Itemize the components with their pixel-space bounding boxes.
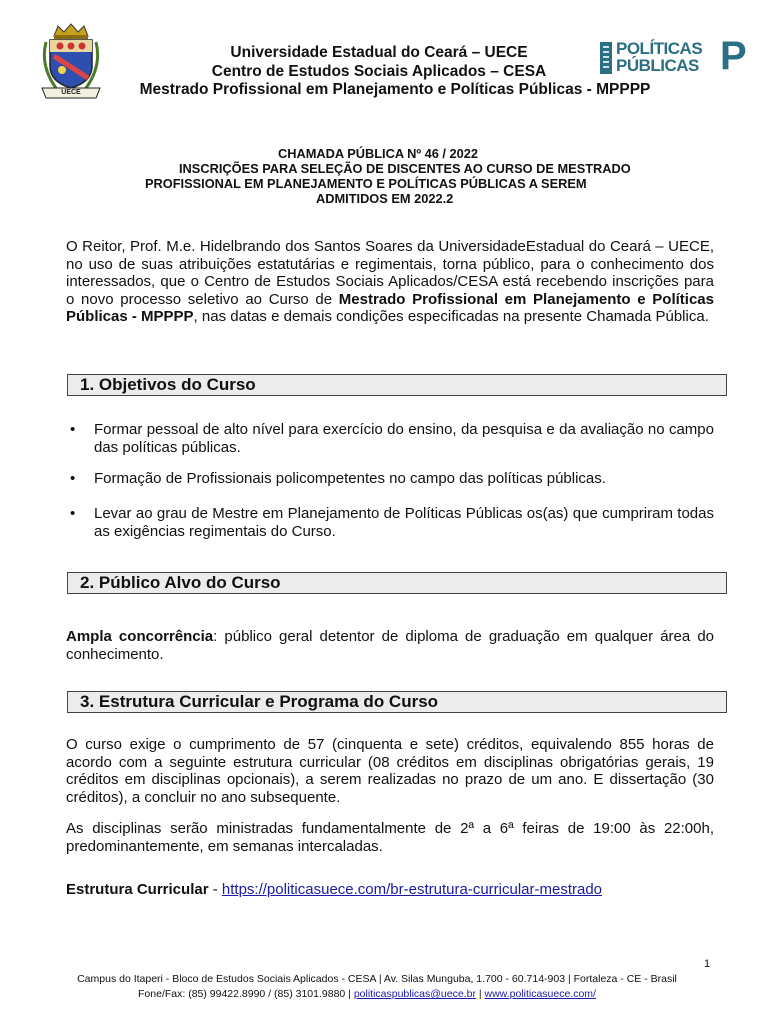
audience-text: : público geral detentor de diploma de graduação em qualquer área do conhecimento. bbox=[66, 628, 715, 663]
audience-label: Ampla concorrência bbox=[66, 628, 214, 645]
bullet-glyph: • bbox=[70, 505, 76, 522]
bullet-glyph: • bbox=[70, 421, 76, 438]
list-item bbox=[66, 470, 714, 488]
section-1-heading: 1. Objetivos do Curso bbox=[67, 374, 727, 396]
logo-letter-p: P bbox=[720, 34, 747, 78]
intro-text-a: O Reitor, Prof. M.e. Hidelbrando dos Santos Soares da UniversidadeEstadual do Ceará – UECE, no uso de suas atribuições estatutárias e regimentais, torna público, para o conhecimento dos interessados, que o Centro de Estudos Sociais Aplicados/CESA está recebendo inscrições para o novo processo seletivo ao Curso de bbox=[66, 238, 714, 308]
page-number: 1 bbox=[704, 958, 711, 970]
header-center-name: Centro de Estudos Sociais Aplicados – CESA bbox=[211, 63, 547, 80]
curriculum-separator: - bbox=[208, 881, 222, 898]
section-2-heading: 2. Público Alvo do Curso bbox=[67, 572, 727, 594]
call-title-line-3: PROFISSIONAL EM PLANEJAMENTO E POLÍTICAS PÚBLICAS A SEREM bbox=[145, 176, 587, 191]
footer-contact bbox=[0, 988, 752, 1001]
section-3-heading: 3. Estrutura Curricular e Programa do Curso bbox=[67, 691, 727, 713]
curriculum-link[interactable]: https://politicasuece.com/br-estrutura-curricular-mestrado bbox=[221, 881, 603, 898]
logo-word-publicas: PÚBLICAS bbox=[616, 56, 699, 75]
target-audience-paragraph bbox=[66, 628, 714, 663]
footer-email-link[interactable]: politicaspublicas@uece.br bbox=[353, 988, 476, 1000]
footer-address: Campus do Itaperi - Bloco de Estudos Sociais Aplicados - CESA | Av. Silas Munguba, 1.700 - 60.714-903 | Fortaleza - CE - Brasil bbox=[77, 973, 677, 985]
footer-phone: Fone/Fax: (85) 99422.8990 / (85) 3101.9880 | bbox=[138, 988, 354, 1000]
call-number-title: CHAMADA PÚBLICA Nº 46 / 2022 bbox=[278, 146, 478, 161]
header-university-name: Universidade Estadual do Ceará – UECE bbox=[230, 44, 528, 61]
call-title-line-2: INSCRIÇÕES PARA SELEÇÃO DE DISCENTES AO CURSO DE MESTRADO bbox=[179, 161, 631, 176]
footer-website-link[interactable]: www.politicasuece.com/ bbox=[484, 988, 596, 1000]
curriculum-paragraph-1: O curso exige o cumprimento de 57 (cinquenta e sete) créditos, equivalendo 855 horas de acordo com a seguinte estrutura curricular (08 créditos em disciplinas obrigatórias gerais, 19 créditos em disciplinas opcionais), a serem realizadas no prazo de um ano. E dissertação (30 créditos), a concluir no ano subsequente. bbox=[66, 736, 714, 806]
footer-separator: | bbox=[475, 988, 485, 1000]
curriculum-paragraph-2: As disciplinas serão ministradas fundamentalmente de 2ª a 6ª feiras de 19:00 às 22:00h, predominantemente, em semanas intercaladas. bbox=[66, 820, 714, 855]
curriculum-label: Estrutura Curricular bbox=[66, 881, 209, 898]
list-item bbox=[66, 421, 714, 456]
bullet-glyph: • bbox=[70, 470, 76, 487]
objective-3-text: Levar ao grau de Mestre em Planejamento de Políticas Públicas os(as) que cumpriram todas as exigências regimentais do Curso. bbox=[94, 505, 714, 540]
intro-paragraph bbox=[66, 238, 714, 326]
curriculum-link-line bbox=[66, 881, 714, 899]
intro-program-bold: Mestrado Profissional em Planejamento e Políticas Públicas - MPPPP bbox=[66, 290, 714, 326]
objective-1-text: Formar pessoal de alto nível para exercício do ensino, da pesquisa e da avaliação no campo das políticas públicas. bbox=[94, 421, 714, 456]
intro-text-b: , nas datas e demais condições especificadas na presente Chamada Pública. bbox=[193, 308, 709, 326]
logo-banner-text: UECE bbox=[61, 89, 81, 96]
call-title-line-4: ADMITIDOS EM 2022.2 bbox=[316, 191, 454, 206]
header-program-name: Mestrado Profissional em Planejamento e Políticas Públicas - MPPPP bbox=[139, 81, 651, 98]
objective-2-text: Formação de Profissionais policompetentes no campo das políticas públicas. bbox=[94, 470, 606, 487]
logo-word-politicas: POLÍTICAS bbox=[616, 39, 703, 58]
list-item bbox=[66, 505, 714, 540]
